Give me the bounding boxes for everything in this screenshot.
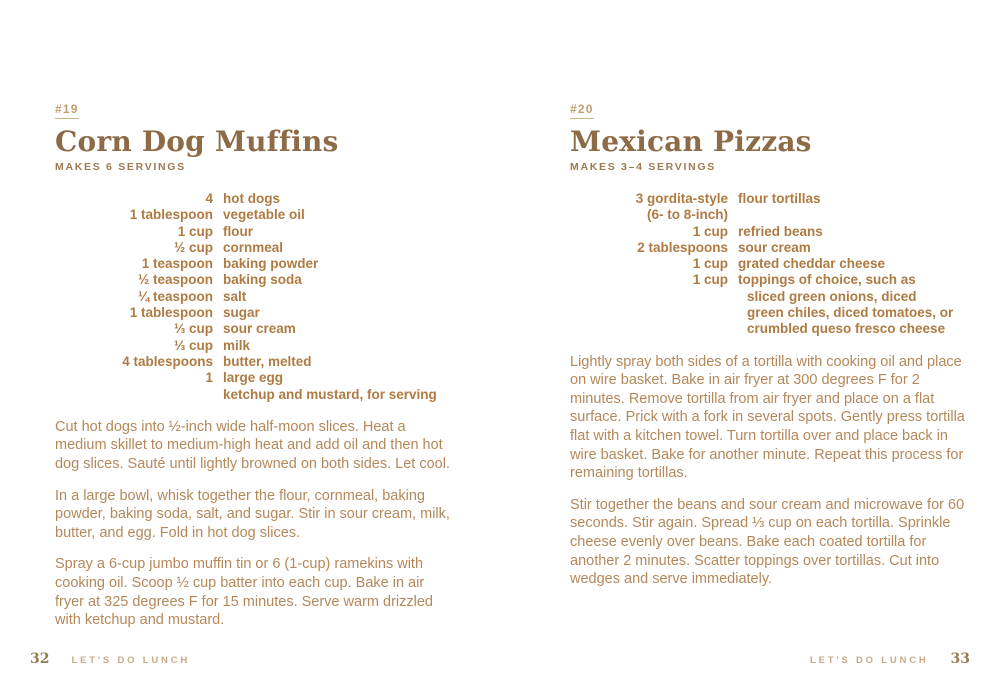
- ingredient-name: sour cream: [223, 321, 296, 337]
- ingredient-name: flour: [223, 223, 253, 239]
- ingredient-row: [570, 272, 978, 337]
- page-footer: [0, 651, 1000, 671]
- ingredient-quantity: 1 cup: [177, 223, 213, 239]
- page-number-left: 32: [30, 651, 50, 667]
- footer-right: [810, 651, 970, 667]
- ingredient-row: [570, 224, 978, 240]
- ingredient-row: [570, 256, 978, 272]
- ingredient-quantity: 1 cup: [692, 272, 728, 288]
- ingredient-row: [55, 370, 450, 386]
- recipe-title: Mexican Pizzas: [570, 125, 812, 158]
- ingredient-name: baking powder: [223, 256, 319, 272]
- ingredient-name: sugar: [223, 305, 260, 321]
- servings-label: MAKES 3–4 SERVINGS: [570, 161, 716, 173]
- ingredient-quantity: ⅓ cup: [173, 321, 213, 337]
- ingredient-name: salt: [223, 288, 247, 304]
- method-paragraph: Stir together the beans and sour cream and microwave for 60 seconds. Stir again. Spread ⅓ cup on each tortilla. Sprinkle cheese evenly over beans. Bake each coated tortilla for another 2 minutes. Scatter toppings over tortillas. Cut into wedges and serve immediately.: [570, 496, 965, 588]
- ingredient-row: [55, 289, 450, 305]
- ingredient-name: hot dogs: [223, 191, 280, 206]
- servings-label: MAKES 6 SERVINGS: [55, 161, 186, 173]
- ingredient-row: [55, 354, 450, 370]
- ingredient-row: [55, 321, 450, 337]
- ingredient-name: sour cream: [738, 239, 811, 255]
- ingredient-quantity: ½ cup: [173, 239, 213, 255]
- ingredient-row: [55, 338, 450, 354]
- ingredient-row: [55, 305, 450, 321]
- ingredient-row: [55, 256, 450, 272]
- ingredient-quantity: 1 cup: [692, 256, 728, 272]
- ingredient-quantity: ½ teaspoon: [137, 272, 213, 288]
- ingredient-quantity: ¼ teaspoon: [137, 288, 213, 304]
- ingredient-name: milk: [223, 337, 251, 353]
- ingredient-quantity: 4 tablespoons: [122, 353, 213, 369]
- method-paragraph: Lightly spray both sides of a tortilla with cooking oil and place on wire basket. Bake in air fryer at 300 degrees F for 2 minutes. Remove tortilla from air fryer and place on a flat surface. Prick with a fork in several spots. Gently press tortilla flat with a kitchen towel. Turn tortilla over and place back in wire basket. Bake for another minute. Repeat this process for remaining tortillas.: [570, 353, 965, 482]
- ingredient-quantity: 4: [205, 191, 213, 206]
- ingredient-row: [55, 240, 450, 256]
- ingredient-name: butter, melted: [223, 353, 312, 369]
- running-head-left: LET'S DO LUNCH: [71, 655, 190, 666]
- recipe-number-label: #20: [570, 102, 594, 119]
- ingredient-name: ketchup and mustard, for serving: [223, 386, 437, 402]
- method-paragraph: Cut hot dogs into ½-inch wide half-moon slices. Heat a medium skillet to medium-high heat and add oil and then hot dog slices. Sauté until lightly browned on both sides. Let cool.: [55, 418, 450, 473]
- ingredient-row: [570, 191, 978, 224]
- ingredient-quantity: 1 cup: [692, 223, 728, 239]
- ingredients-list: [55, 191, 450, 403]
- ingredient-name: toppings of choice, such as sliced green onions, diced green chiles, diced tomatoes, or crumbled queso fresco cheese: [738, 272, 954, 337]
- running-head-right: LET'S DO LUNCH: [810, 655, 929, 666]
- ingredient-row: [55, 272, 450, 288]
- method-paragraph: Spray a 6-cup jumbo muffin tin or 6 (1-cup) ramekins with cooking oil. Scoop ½ cup batter into each cup. Bake in air fryer at 325 degrees F for 15 minutes. Serve warm drizzled with ketchup and mustard.: [55, 556, 433, 629]
- ingredient-quantity: 1 tablespoon: [129, 207, 213, 223]
- ingredient-name: baking soda: [223, 272, 302, 288]
- ingredient-row: [55, 191, 450, 207]
- ingredient-quantity: 1 tablespoon: [129, 305, 213, 321]
- ingredient-name: refried beans: [738, 223, 823, 239]
- ingredient-quantity: 2 tablespoons: [637, 239, 728, 255]
- ingredient-quantity: [55, 387, 213, 403]
- footer-left: [30, 651, 190, 667]
- ingredient-name: large egg: [223, 370, 284, 386]
- recipe-mexican-pizzas: [570, 100, 978, 602]
- ingredients-list: [570, 191, 978, 338]
- ingredient-row: [55, 207, 450, 223]
- ingredient-name: vegetable oil: [223, 207, 305, 223]
- ingredient-name: grated cheddar cheese: [738, 256, 886, 272]
- ingredient-quantity: 3 gordita-style (6- to 8-inch): [635, 191, 728, 223]
- ingredient-quantity: 1 teaspoon: [141, 256, 213, 272]
- ingredient-name: flour tortillas: [738, 191, 821, 206]
- ingredient-row: [55, 224, 450, 240]
- ingredient-name: cornmeal: [223, 239, 284, 255]
- recipe-number-label: #19: [55, 102, 79, 119]
- method-paragraph: In a large bowl, whisk together the flour, cornmeal, baking powder, baking soda, salt, and sugar. Stir in sour cream, milk, butter, and egg. Fold in hot dog slices.: [55, 487, 450, 541]
- method-paragraphs: [55, 418, 450, 630]
- ingredient-row: [55, 387, 450, 403]
- page-number-right: 33: [950, 651, 970, 667]
- ingredient-quantity: 1: [205, 370, 213, 386]
- recipe-title: Corn Dog Muffins: [55, 125, 339, 158]
- recipe-corn-dog-muffins: [55, 100, 450, 643]
- method-paragraphs: [570, 353, 978, 589]
- ingredient-row: [570, 240, 978, 256]
- ingredient-quantity: ⅓ cup: [173, 337, 213, 353]
